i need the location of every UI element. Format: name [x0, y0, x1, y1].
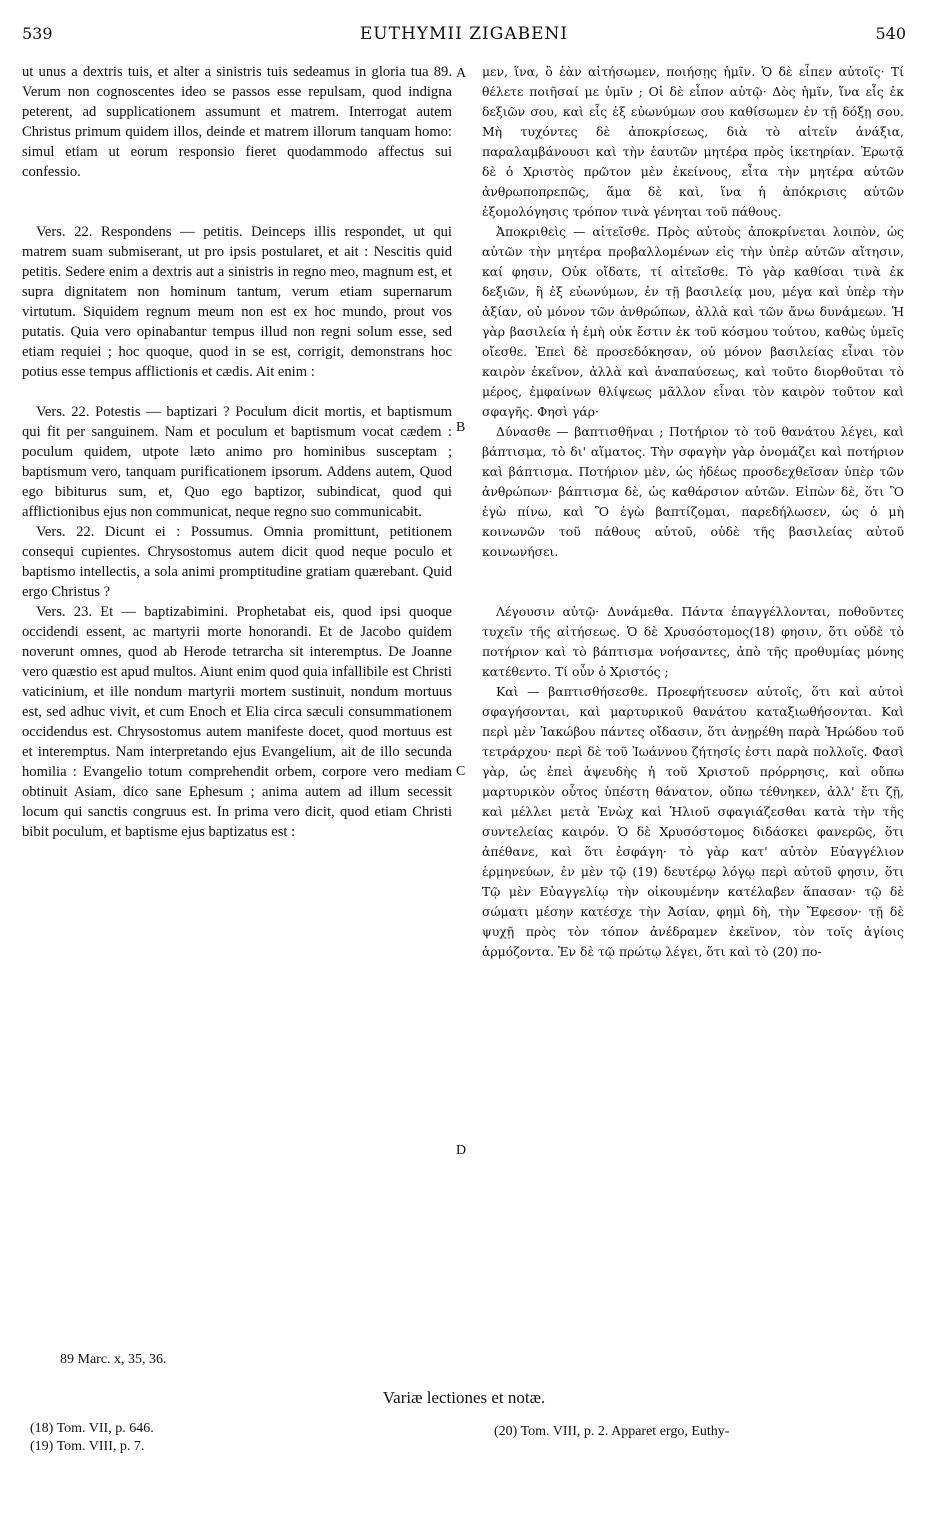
- latin-paragraph: Vers. 22. Respondens — petitis. Deinceps illis respondet, ut qui matrem suam submiserant, ut pro ipsis postularet, et ait : Nescitis quid petitis. Sedere enim a dextris aut a sinistris in regno meo, magnum est, et supra dignitatem non hominum tantum, verum etiam supernarum virtutum. Siquidem regnum meum non est ex hoc mundo, prout vos putatis. Quia vero opinabantur tempus illud non regni solum esse, sed etiam requiei ; hoc quoque, quod in se est, corrigit, demonstrans hoc potius esse tempus afflictionis et cædis. Ait enim :: [22, 224, 452, 380]
- variae-heading: Variæ lectiones et notæ.: [382, 1388, 546, 1407]
- margin-letter-a: A: [456, 66, 467, 81]
- note-19: (19) Tom. VIII, p. 7.: [30, 1439, 145, 1454]
- greek-paragraph: Καὶ — βαπτισθήσεσθε. Προεφήτευσεν αὐτοῖς, ὅτι καὶ αὐτοὶ σφαγήσονται, καὶ μαρτυρικοῦ θανάτου καταξιωθήσονται. Καὶ περὶ μὲν Ἰακώβου πάντες οἴδασιν, ὅτι ἀνῃρέθη παρὰ Ἡρώδου τοῦ τετράρχου· περὶ δὲ τοῦ Ἰωάννου ζήτησίς ἐστι παρὰ πολλοῖς. Φασὶ γὰρ, ὡς ἐπεὶ ἀψευδὴς ἡ τοῦ Χριστοῦ πρόρρησις, καὶ οὔπω μαρτυρικὸν οὗτος ὑπέστη θάνατον, οὔπω τέθνηκεν, ἀλλ' ἔτι ζῇ, καὶ μέλλει μετὰ Ἐνὼχ καὶ Ἡλιοῦ σφαγιάζεσθαι κατὰ τὴν τῆς συντελείας καιρόν. Ὁ δὲ Χρυσόστομος διδάσκει φανερῶς, ὅτι ἀπέθανε, καὶ ὅτι ἐσφάγη· τὸ γὰρ κατ' αὐτὸν Εὐαγγέλιον ἑρμηνεύων, ἐν μὲν τῷ (19) δευτέρῳ λόγῳ περὶ αὐτοῦ φησιν, ὅτι Τῷ μὲν Εὐαγγελίῳ τὴν οἰκουμένην κατέλαβεν ἅπασαν· τῷ δὲ σώματι μέσην κατέσχε τὴν Ἀσίαν, φημὶ δὴ, τὴν Ἔφεσον· τῇ δὲ ψυχῇ πρὸς τὸν τόπον ἀνέδραμεν ἐκεῖνον, τὸν τοῖς ἁγίοις ἁρμόζοντα. Ἐν δὲ τῷ πρώτῳ λέγει, ὅτι καὶ τὸ (20) πο-: [482, 684, 904, 959]
- running-title: EUTHYMII ZIGABENI: [359, 24, 569, 44]
- latin-paragraph: Vers. 22. Potestis — baptizari ? Poculum dicit mortis, et baptismum qui fit per sanguinem. Nam et poculum et baptismum vocat cædem : poculum quidem, utpote læto animo pro hominibus susceptam ; baptismum vero, tanquam purificationem ipsorum. Addens autem, Quod ego bibiturus sum, et, Quo ego baptizor, subindicat, quod qui afflictionibus ejus non communicat, neque regno suo communicabit.: [22, 404, 452, 520]
- latin-paragraph: Vers. 22. Dicunt ei : Possumus. Omnia promittunt, petitionem consequi cupientes. Chrysostomus autem dicit quod neque poculo et baptismo intellectis, a sola animi promptitudine gratiam quærebant. Quid ergo Christus ?: [22, 524, 452, 600]
- page-header: [0, 24, 928, 48]
- greek-paragraph: Ἀποκριθεὶς — αἰτεῖσθε. Πρὸς αὐτοὺς ἀποκρίνεται λοιπὸν, ὡς αὐτῶν τὴν μητέρα προβαλλομένων εἰς τὴν ὑπὲρ αὐτῶν αἴτησιν, καί φησιν, Οὐκ οἴδατε, τί αἰτεῖσθε. Τὸ γὰρ καθίσαι τινὰ ἐκ δεξιῶν, ἢ ἐξ εὐωνύμων, ἐν τῇ βασιλείᾳ μου, μέγα καὶ ὑπὲρ τὴν ἀξίαν, οὐ μόνον τῶν ἀνθρώπων, ἀλλὰ καὶ τῶν ἄνω δυνάμεων. Ἡ γὰρ βασιλεία ἡ ἐμὴ οὐκ ἔστιν ἐκ τοῦ κόσμου τούτου, καθὼς ὑμεῖς οἴεσθε. Ἐπεὶ δὲ προσεδόκησαν, οὐ μόνον βασιλείας εἶναι τὸν καιρὸν ἐκεῖνον, ἀλλὰ καὶ ἀναπαύσεως, καὶ τοῦτο διορθοῦται τὸ μέρος, ἐμφαίνων θλίψεως μᾶλλον εἶναι τὸν καιρὸν τοῦτον καὶ σφαγῆς. Φησὶ γάρ·: [482, 224, 904, 419]
- note-18: (18) Tom. VII, p. 646.: [30, 1421, 154, 1436]
- margin-letter-d: D: [456, 1143, 467, 1158]
- bible-footnote: 89 Marc. x, 35, 36.: [60, 1352, 167, 1367]
- margin-letter-c: C: [456, 764, 466, 779]
- page-number-right: 540: [875, 24, 906, 43]
- greek-paragraph: Δύνασθε — βαπτισθῆναι ; Ποτήριον τὸ τοῦ θανάτου λέγει, καὶ βάπτισμα, τὸ δι' αἵματος. Τὴν σφαγὴν γὰρ ὀνομάζει καὶ ποτήριον καὶ βάπτισμα. Ποτήριον μὲν, ὡς ἡδέως προσδεχθεῖσαν ὑπὲρ τῶν ἀνθρώπων· βάπτισμα δὲ, ὡς καθάρσιον αὐτῶν. Εἰπὼν δὲ, ὅτι Ὃ ἐγὼ πίνω, καὶ Ὃ ἐγὼ βαπτίζομαι, παρεδήλωσεν, ὡς ὁ μὴ κοινωνῶν τοῦ πάθους αὐτοῦ, οὐδὲ τῆς βασιλείας αὐτοῦ κοινωνήσει.: [482, 424, 904, 559]
- page-number-left: 539: [22, 24, 53, 43]
- greek-paragraph: Λέγουσιν αὐτῷ· Δυνάμεθα. Πάντα ἐπαγγέλλονται, ποθοῦντες τυχεῖν τῆς αἰτήσεως. Ὁ δὲ Χρυσόστομος(18) φησιν, ὅτι οὐδὲ τὸ ποτήριον καὶ τὸ βάπτισμα νοήσαντες, ἀπὸ τῆς προθυμίας μόνης κατέθεντο. Τί οὖν ὁ Χριστός ;: [482, 604, 904, 679]
- latin-paragraph: ut unus a dextris tuis, et alter a sinistris tuis sedeamus in gloria tua 89. Verum non cognoscentes ideo se passos esse repulsam, quod indigna peterent, ad supplicationem assumunt et matrem. Interrogat autem Christus primum quidem illos, deinde et matrem illorum tanquam homo: simul etiam ut eorum responsio fieret quodammodo affectus sui confessio.: [22, 64, 452, 180]
- latin-column: [22, 62, 452, 842]
- greek-paragraph: μεν, ἵνα, ὃ ἐὰν αἰτήσωμεν, ποιήσῃς ἡμῖν. Ὁ δὲ εἶπεν αὐτοῖς· Τί θέλετε ποιῆσαί με ὑμῖν ; Οἱ δὲ εἶπον αὐτῷ· Δὸς ἡμῖν, ἵνα εἷς ἐκ δεξιῶν σου, καὶ εἷς ἐξ εὐωνύμων σου καθίσωμεν ἐν τῇ δόξῃ σου. Μὴ τυχόντες δὲ ἀποκρίσεως, διὰ τὸ αἰτεῖν ἀνάξια, παραλαμβάνουσι καὶ τὴν ἑαυτῶν μητέρα πρὸς ἱκετηρίαν. Ἐρωτᾷ δὲ ὁ Χριστὸς πρῶτον μὲν ἐκείνους, εἶτα τὴν μητέρα αὐτῶν ἀνθρωποπρεπῶς, ἅμα δὲ καὶ, ἵνα ἡ ἀπόκρισις αὐτῶν ἐξομολόγησις τρόπον τινὰ γένηται τοῦ πάθους.: [482, 64, 904, 219]
- notes-left: [30, 1420, 154, 1456]
- margin-letter-b: B: [456, 420, 466, 435]
- greek-column: [482, 62, 904, 962]
- latin-paragraph: Vers. 23. Et — baptizabimini. Prophetabat eis, quod ipsi quoque occidendi essent, ac martyrii morte honorandi. Et de Jacobo quidem noverunt omnes, quod ab Herode tetrarcha sit interemptus. De Joanne vero quæstio est apud multos. Aiunt enim quod quia infallibile est Christi vaticinium, et ille nondum martyrii mortem sustinuit, nondum mortuus est, sed adhuc vivit, et cum Enoch et Elia circa sæculi consummationem occidendus est. Chrysostomus autem manifeste docet, quod mortuus est et interemptus. Nam interpretando ejus Evangelium, ait de illo secunda homilia : Evangelio totum comprehendit orbem, corpore vero mediam obtinuit Asiam, dico sane Ephesum ; anima autem ad illum secessit locum qui sanctis congruus est. In prima vero dicit, quod etiam Christi bibit poculum, et baptisme ejus baptizatus est :: [22, 604, 452, 840]
- note-20: (20) Tom. VIII, p. 2. Apparet ergo, Euthy-: [494, 1424, 730, 1439]
